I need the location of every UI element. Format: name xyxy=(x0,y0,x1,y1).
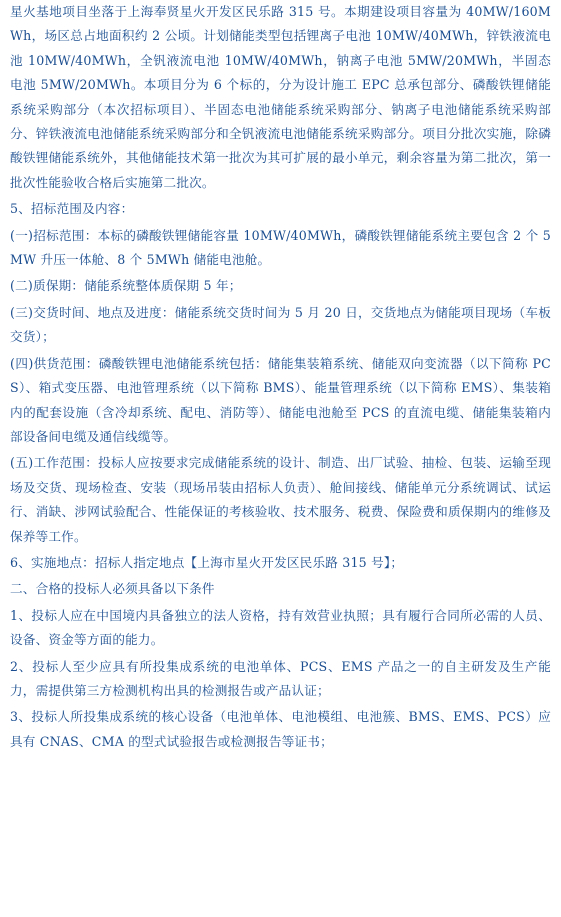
qualification-item-3: 3、投标人所投集成系统的核心设备（电池单体、电池模组、电池簇、BMS、EMS、PCS）应具有 CNAS、CMA 的型式试验报告或检测报告等证书； xyxy=(10,709,551,749)
section-5-heading: 5、招标范围及内容： xyxy=(10,201,134,217)
warranty-paragraph: (二)质保期：储能系统整体质保期 5 年； xyxy=(10,278,242,294)
delivery-paragraph: (三)交货时间、地点及进度：储能系统交货时间为 5 月 20 日，交货地点为储能项目现场（车板交货）； xyxy=(10,304,551,345)
qualification-item-1: 1、投标人应在中国境内具备独立的法人资格，持有效营业执照；具有履行合同所必需的人员、设备、资金等方面的能力。 xyxy=(10,607,551,648)
project-overview-paragraph: 星火基地项目坐落于上海奉贤星火开发区民乐路 315 号。本期建设项目容量为 40MW/160MWh，场区总占地面积约 2 公顷。计划储能类型包括锂离子电池 10MW/40MWh，锌铁液流电池 10MW/40MWh，全钒液流电池 10MW/40MWh，钠离子电池 5MW/20MWh，半固态电池 5MW/20MWh。本项目分为 6 个标的，分为设计施工 EPC 总承包部分、磷酸铁锂储能系统采购部分（本次招标项目）、半固态电池储能系统采购部分、钠离子电池储能系统采购部分、锌铁液流电池储能系统采购部分和全钒液流电池储能系统采购部分。项目分批次实施，除磷酸铁锂储能系统外，其他储能技术第一批次为其可扩展的最小单元，剩余容量为第二批次，第一批次性能验收合格后实施第二批次。 xyxy=(10,4,551,190)
qualification-item-2: 2、投标人至少应具有所投集成系统的电池单体、PCS、EMS 产品之一的自主研发及生产能力，需提供第三方检测机构出具的检测报告或产品认证； xyxy=(10,658,551,698)
implementation-site-paragraph: 6、实施地点：招标人指定地点【上海市星火开发区民乐路 315 号】； xyxy=(10,554,404,570)
work-scope-paragraph: (五)工作范围：投标人应按要求完成储能系统的设计、制造、出厂试验、抽检、包装、运输至现场及交货、现场检查、安装（现场吊装由招标人负责）、舱间接线、储能单元分系统调试、试运行、消缺、涉网试验配合、性能保证的考核验收、技术服务、税费、保险费和质保期内的维修及保养等工作。 xyxy=(10,455,551,544)
qualification-heading: 二、合格的投标人必须具备以下条件 xyxy=(10,581,215,597)
bid-scope-paragraph: (一)招标范围：本标的磷酸铁锂储能容量 10MW/40MWh，磷酸铁锂储能系统主要包含 2 个 5MW 升压一体舱、8 个 5MWh 储能电池舱。 xyxy=(10,227,551,268)
supply-scope-paragraph: (四)供货范围：磷酸铁锂电池储能系统包括：储能集装箱系统、储能双向变流器（以下简称 PCS）、箱式变压器、电池管理系统（以下简称 BMS）、能量管理系统（以下简称 EMS）、集装箱内的配套设施（含冷却系统、配电、消防等）、储能电池舱至 PCS 的直流电缆、储能集装箱内部设备间电缆及通信线缆等。 xyxy=(10,355,551,444)
